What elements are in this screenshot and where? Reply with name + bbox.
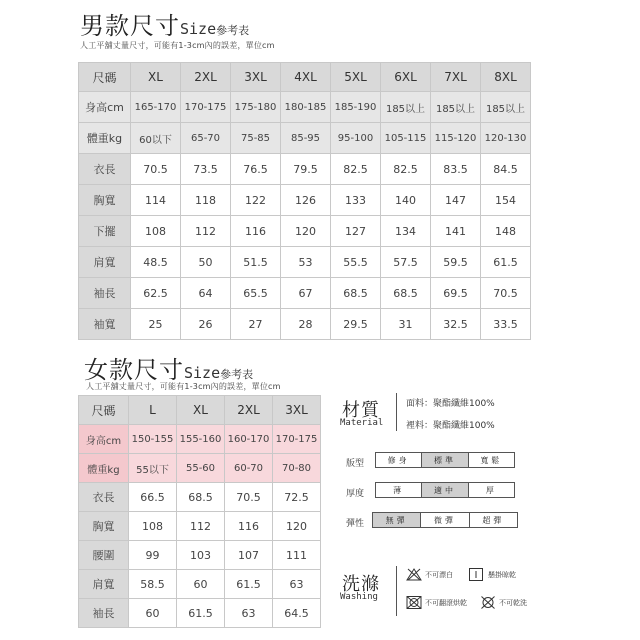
- table-row: [79, 483, 321, 512]
- table-cell: 185以上: [431, 92, 481, 123]
- attr-thickness-options: [375, 482, 515, 498]
- table-row: [79, 599, 321, 628]
- size-header-cell: 6XL: [381, 63, 431, 92]
- table-cell: 63: [273, 570, 321, 599]
- attr-stretch-option-2: 微彈: [421, 513, 469, 527]
- attr-fit-options: [375, 452, 515, 468]
- care-no-bleach-text: 不可漂白: [425, 570, 453, 579]
- table-row: [79, 123, 531, 154]
- attr-fit-option-3: 寬鬆: [480, 455, 503, 465]
- women-size-table: [78, 395, 321, 628]
- table-cell: 27: [231, 309, 281, 340]
- table-row: [79, 154, 531, 185]
- row-label: 衣長: [79, 154, 131, 185]
- size-header-cell: XL: [177, 396, 225, 425]
- table-cell: 65.5: [231, 278, 281, 309]
- table-row: [79, 541, 321, 570]
- table-cell: 72.5: [273, 483, 321, 512]
- table-cell: 170-175: [273, 425, 321, 454]
- table-cell: 103: [177, 541, 225, 570]
- table-cell: 116: [225, 512, 273, 541]
- row-label: 身高cm: [79, 425, 129, 454]
- table-cell: 148: [481, 216, 531, 247]
- table-cell: 68.5: [381, 278, 431, 309]
- table-cell: 180-185: [281, 92, 331, 123]
- no-dry-clean-icon: [480, 596, 496, 609]
- size-header-cell: 2XL: [225, 396, 273, 425]
- table-cell: 160-170: [225, 425, 273, 454]
- men-title: [80, 6, 249, 41]
- attr-stretch-option-3: 超彈: [482, 515, 505, 525]
- table-cell: 82.5: [331, 154, 381, 185]
- table-row: [79, 92, 531, 123]
- men-size-word: Size: [180, 20, 217, 38]
- table-cell: 59.5: [431, 247, 481, 278]
- row-label: 袖長: [79, 599, 129, 628]
- table-cell: 69.5: [431, 278, 481, 309]
- table-row: [79, 425, 321, 454]
- size-header-cell: XL: [131, 63, 181, 92]
- table-cell: 70.5: [481, 278, 531, 309]
- washing-subtitle: Washing: [340, 592, 378, 602]
- table-cell: 73.5: [181, 154, 231, 185]
- row-label: 身高cm: [79, 92, 131, 123]
- table-cell: 79.5: [281, 154, 331, 185]
- table-row: [79, 454, 321, 483]
- size-header-cell: 4XL: [281, 63, 331, 92]
- row-label: 體重kg: [79, 454, 129, 483]
- table-cell: 70.5: [131, 154, 181, 185]
- table-cell: 53: [281, 247, 331, 278]
- table-cell: 84.5: [481, 154, 531, 185]
- table-row: [79, 247, 531, 278]
- table-cell: 141: [431, 216, 481, 247]
- care-no-dry-clean-text: 不可乾洗: [499, 598, 527, 607]
- no-tumble-dry-icon: [406, 596, 422, 609]
- table-row: [79, 512, 321, 541]
- table-cell: 57.5: [381, 247, 431, 278]
- table-cell: 55.5: [331, 247, 381, 278]
- table-cell: 61.5: [177, 599, 225, 628]
- table-cell: 68.5: [331, 278, 381, 309]
- men-size-table: [78, 62, 531, 340]
- size-header-cell: 3XL: [231, 63, 281, 92]
- table-cell: 108: [129, 512, 177, 541]
- size-header-cell: 7XL: [431, 63, 481, 92]
- attr-stretch-option-1: 無彈: [373, 513, 421, 527]
- row-label: 肩寬: [79, 570, 129, 599]
- attr-stretch-label: 彈性: [346, 519, 365, 529]
- table-cell: 63: [225, 599, 273, 628]
- table-cell: 33.5: [481, 309, 531, 340]
- material-subtitle: Material: [340, 418, 384, 428]
- table-cell: 120-130: [481, 123, 531, 154]
- table-cell: 118: [181, 185, 231, 216]
- table-cell: 58.5: [129, 570, 177, 599]
- table-row: [79, 570, 321, 599]
- table-cell: 55以下: [129, 454, 177, 483]
- row-label: 袖寬: [79, 309, 131, 340]
- table-cell: 70-80: [273, 454, 321, 483]
- table-cell: 120: [281, 216, 331, 247]
- table-cell: 175-180: [231, 92, 281, 123]
- table-cell: 95-100: [331, 123, 381, 154]
- women-size-word: Size: [184, 364, 221, 382]
- table-cell: 111: [273, 541, 321, 570]
- size-header-cell: 8XL: [481, 63, 531, 92]
- women-note: 人工平舖丈量尺寸，可能有1-3cm內的誤差，單位cm: [86, 382, 281, 391]
- row-label: 衣長: [79, 483, 129, 512]
- table-cell: 140: [381, 185, 431, 216]
- table-cell: 61.5: [481, 247, 531, 278]
- table-cell: 66.5: [129, 483, 177, 512]
- material-title: 材質: [342, 400, 380, 421]
- table-cell: 107: [225, 541, 273, 570]
- material-surface: 面料：聚酯纖維100%: [406, 399, 495, 409]
- men-title-text: 男款尺寸: [80, 12, 180, 40]
- size-header-cell: L: [129, 396, 177, 425]
- table-cell: 48.5: [131, 247, 181, 278]
- table-cell: 32.5: [431, 309, 481, 340]
- size-header-label: 尺碼: [79, 396, 129, 425]
- table-cell: 60-70: [225, 454, 273, 483]
- hang-dry-icon: [468, 568, 484, 581]
- table-cell: 155-160: [177, 425, 225, 454]
- table-cell: 64: [181, 278, 231, 309]
- men-note: 人工平舖丈量尺寸，可能有1-3cm內的誤差，單位cm: [80, 41, 275, 50]
- women-title-text: 女款尺寸: [84, 356, 184, 384]
- table-cell: 61.5: [225, 570, 273, 599]
- row-label: 袖長: [79, 278, 131, 309]
- table-cell: 62.5: [131, 278, 181, 309]
- header-row: [79, 63, 531, 92]
- attr-thickness-option-1: 薄: [376, 483, 422, 497]
- table-cell: 108: [131, 216, 181, 247]
- table-cell: 133: [331, 185, 381, 216]
- table-cell: 60: [129, 599, 177, 628]
- table-cell: 170-175: [181, 92, 231, 123]
- table-cell: 50: [181, 247, 231, 278]
- attr-fit-label: 版型: [346, 459, 365, 469]
- table-row: [79, 185, 531, 216]
- care-hang-dry: [468, 568, 516, 581]
- row-label: 胸寬: [79, 185, 131, 216]
- table-cell: 185以上: [381, 92, 431, 123]
- table-cell: 150-155: [129, 425, 177, 454]
- attr-thickness-label: 厚度: [346, 489, 365, 499]
- table-cell: 65-70: [181, 123, 231, 154]
- row-label: 體重kg: [79, 123, 131, 154]
- table-cell: 126: [281, 185, 331, 216]
- attr-fit-option-1: 修身: [376, 453, 422, 467]
- table-row: [79, 216, 531, 247]
- table-cell: 26: [181, 309, 231, 340]
- attr-stretch-options: [372, 512, 518, 528]
- size-header-cell: 2XL: [181, 63, 231, 92]
- table-cell: 114: [131, 185, 181, 216]
- table-cell: 83.5: [431, 154, 481, 185]
- table-cell: 99: [129, 541, 177, 570]
- table-cell: 60以下: [131, 123, 181, 154]
- table-cell: 147: [431, 185, 481, 216]
- men-ref-word: 參考表: [216, 24, 250, 37]
- table-cell: 76.5: [231, 154, 281, 185]
- size-header-cell: 3XL: [273, 396, 321, 425]
- table-cell: 154: [481, 185, 531, 216]
- table-cell: 127: [331, 216, 381, 247]
- table-cell: 105-115: [381, 123, 431, 154]
- size-header-label: 尺碼: [79, 63, 131, 92]
- attr-thickness-option-3: 厚: [485, 485, 497, 495]
- table-cell: 60: [177, 570, 225, 599]
- table-cell: 112: [177, 512, 225, 541]
- table-row: [79, 309, 531, 340]
- table-cell: 31: [381, 309, 431, 340]
- women-ref-word: 參考表: [220, 368, 254, 381]
- table-cell: 122: [231, 185, 281, 216]
- table-cell: 67: [281, 278, 331, 309]
- table-cell: 165-170: [131, 92, 181, 123]
- table-cell: 85-95: [281, 123, 331, 154]
- row-label: 肩寬: [79, 247, 131, 278]
- care-no-tumble-dry-text: 不可翻滾烘乾: [425, 598, 467, 607]
- table-cell: 115-120: [431, 123, 481, 154]
- care-no-dry-clean: [480, 596, 527, 609]
- attr-thickness-option-2: 適中: [422, 483, 468, 497]
- table-cell: 64.5: [273, 599, 321, 628]
- header-row: [79, 396, 321, 425]
- table-cell: 134: [381, 216, 431, 247]
- table-cell: 28: [281, 309, 331, 340]
- table-cell: 68.5: [177, 483, 225, 512]
- table-cell: 51.5: [231, 247, 281, 278]
- size-header-cell: 5XL: [331, 63, 381, 92]
- row-label: 下擺: [79, 216, 131, 247]
- care-no-bleach: [406, 568, 453, 581]
- table-cell: 120: [273, 512, 321, 541]
- table-cell: 29.5: [331, 309, 381, 340]
- row-label: 胸寬: [79, 512, 129, 541]
- care-hang-dry-text: 懸掛晾乾: [488, 570, 516, 579]
- care-no-tumble-dry: [406, 596, 467, 609]
- table-cell: 55-60: [177, 454, 225, 483]
- washing-divider: [396, 566, 397, 616]
- material-divider: [396, 393, 397, 431]
- row-label: 腰圍: [79, 541, 129, 570]
- table-cell: 185-190: [331, 92, 381, 123]
- table-cell: 185以上: [481, 92, 531, 123]
- washing-title: 洗滌: [342, 574, 380, 595]
- table-cell: 82.5: [381, 154, 431, 185]
- material-lining: 裡料：聚酯纖維100%: [406, 421, 495, 431]
- table-cell: 75-85: [231, 123, 281, 154]
- no-bleach-icon: [406, 568, 422, 581]
- table-cell: 112: [181, 216, 231, 247]
- attr-fit-option-2: 標準: [422, 453, 468, 467]
- women-title: [84, 350, 253, 385]
- table-row: [79, 278, 531, 309]
- table-cell: 25: [131, 309, 181, 340]
- table-cell: 116: [231, 216, 281, 247]
- table-cell: 70.5: [225, 483, 273, 512]
